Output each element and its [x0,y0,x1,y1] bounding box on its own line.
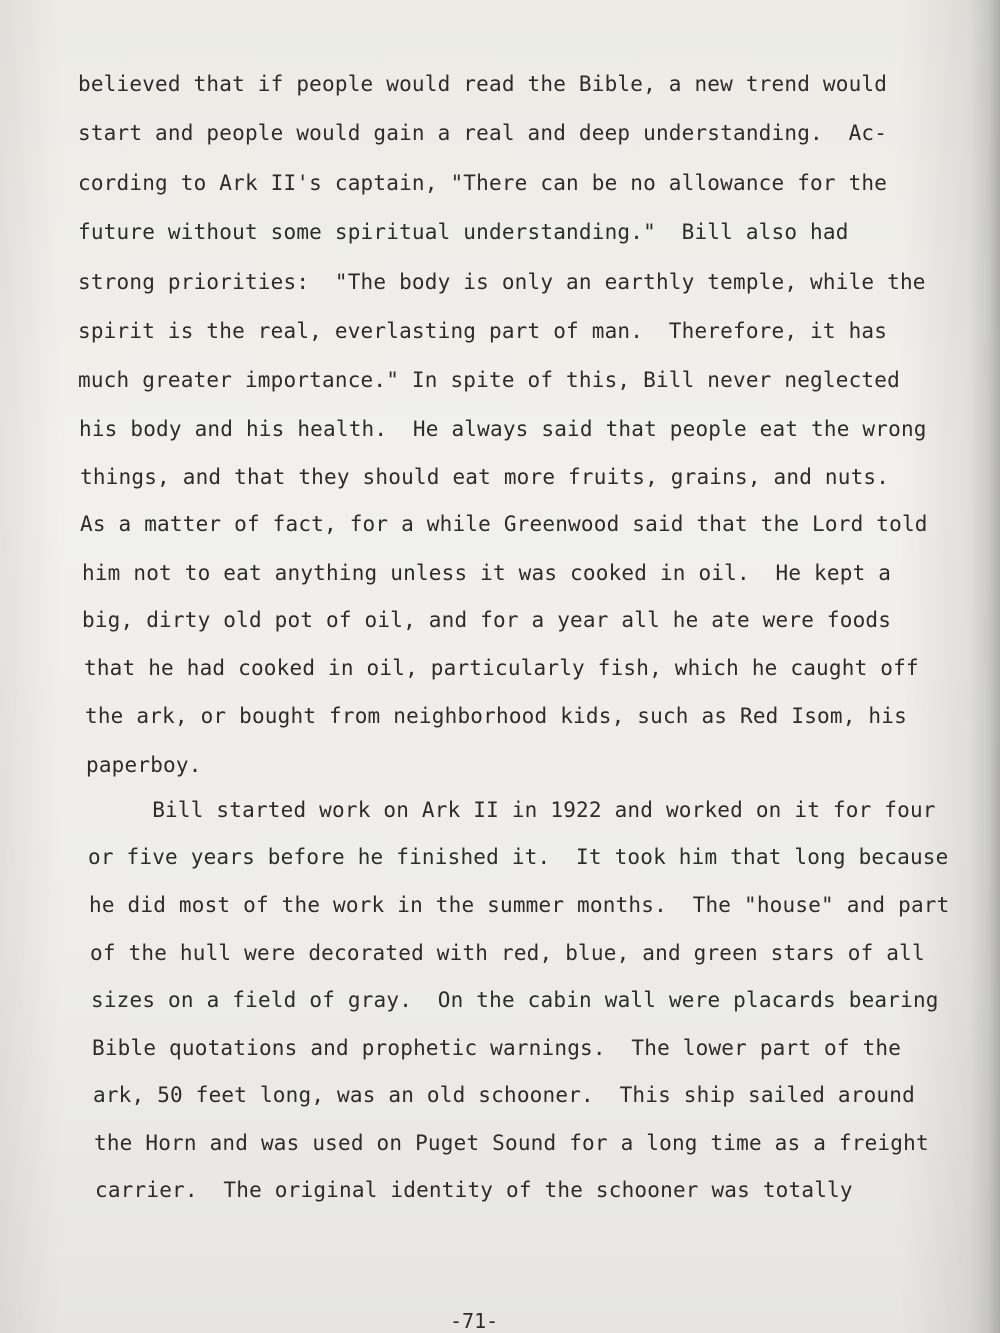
text-line: paperboy. [86,753,202,777]
text-line: start and people would gain a real and deep understanding. Ac- [78,121,888,145]
text-line: he did most of the work in the summer months. The "house" and part [89,893,950,917]
text-line: future without some spiritual understanding." Bill also had [78,220,849,244]
text-line: things, and that they should eat more fruits, grains, and nuts. [80,465,890,489]
text-line: of the hull were decorated with red, blue, and green stars of all [90,941,925,965]
text-line: the Horn and was used on Puget Sound for a long time as a freight [94,1131,929,1155]
text-line: Bible quotations and prophetic warnings. The lower part of the [92,1036,902,1060]
text-line: sizes on a field of gray. On the cabin wall were placards bearing [91,988,939,1012]
text-line: As a matter of fact, for a while Greenwood said that the Lord told [80,512,928,536]
text-line: that he had cooked in oil, particularly fish, which he caught off [84,656,919,680]
text-line: him not to eat anything unless it was cooked in oil. He kept a [82,561,892,585]
text-line: Bill started work on Ark II in 1922 and worked on it for four [88,798,936,822]
text-line: or five years before he finished it. It took him that long because [88,845,949,869]
text-line: ark, 50 feet long, was an old schooner. This ship sailed around [93,1083,915,1107]
text-line: carrier. The original identity of the schooner was totally [95,1178,853,1202]
text-line: big, dirty old pot of oil, and for a year all he ate were foods [82,608,892,632]
text-line: much greater importance." In spite of this, Bill never neglected [78,368,900,392]
text-line: the ark, or bought from neighborhood kids, such as Red Isom, his [85,704,907,728]
text-line: cording to Ark II's captain, "There can be no allowance for the [78,171,888,195]
text-line: strong priorities: "The body is only an earthly temple, while the [78,270,926,294]
text-line: spirit is the real, everlasting part of man. Therefore, it has [78,319,888,343]
text-line: his body and his health. He always said that people eat the wrong [79,417,927,441]
page-number: -71- [450,1309,499,1333]
text-line: believed that if people would read the Bible, a new trend would [78,72,888,96]
